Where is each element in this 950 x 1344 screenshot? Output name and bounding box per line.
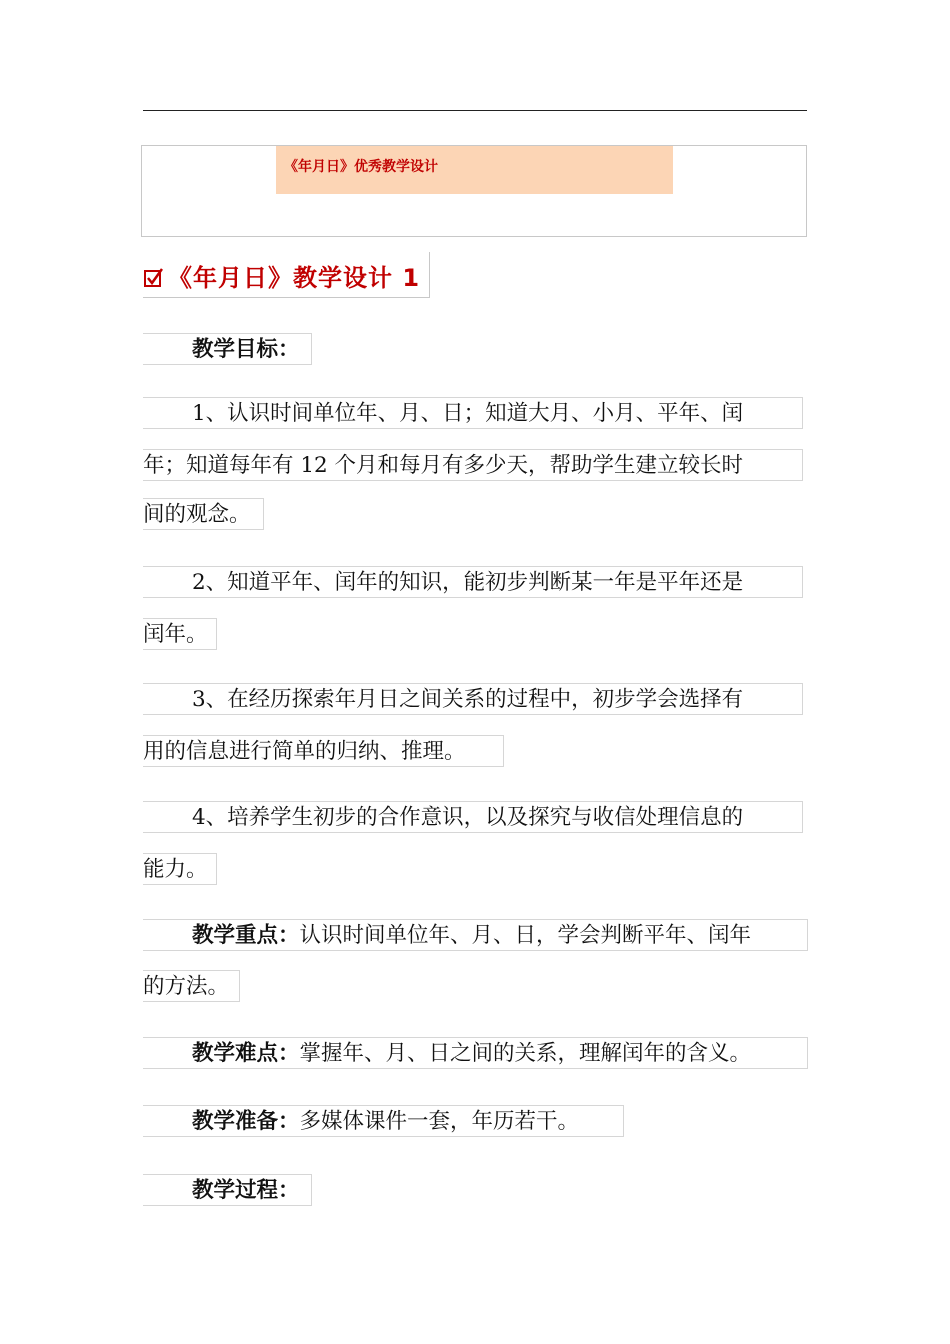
header-title: 《年月日》优秀教学设计 — [284, 159, 438, 175]
key-points-label: 教学重点： — [192, 923, 300, 948]
difficulty-text: 掌握年、月、日之间的关系，理解闰年的含义。 — [299, 1041, 752, 1066]
section-heading: 《年月日》教学设计 1 — [168, 264, 421, 292]
preparation-label: 教学准备： — [192, 1109, 300, 1134]
goal2-line1: 2、知道平年、闰年的知识，能初步判断某一年是平年还是 — [143, 566, 803, 598]
goal1-line2: 年；知道每年有 12 个月和每月有多少天，帮助学生建立较长时 — [143, 449, 803, 481]
key-points-line1 — [143, 919, 808, 951]
preparation-line — [143, 1105, 624, 1137]
difficulty-label: 教学难点： — [192, 1041, 300, 1066]
checkbox-checked-icon — [144, 268, 163, 287]
goal1-line1: 1、认识时间单位年、月、日；知道大月、小月、平年、闰 — [143, 397, 803, 429]
goals-label: 教学目标： — [143, 333, 312, 365]
goal1-line3: 间的观念。 — [143, 498, 264, 530]
goal2-line2: 闰年。 — [143, 618, 217, 650]
goal3-line2: 用的信息进行简单的归纳、推理。 — [143, 735, 504, 767]
key-points-text: 认识时间单位年、月、日，学会判断平年、闰年 — [299, 923, 752, 948]
key-points-line2: 的方法。 — [143, 970, 240, 1002]
preparation-text: 多媒体课件一套，年历若干。 — [299, 1109, 580, 1134]
goal4-line2: 能力。 — [143, 853, 217, 885]
goal3-line1: 3、在经历探索年月日之间关系的过程中，初步学会选择有 — [143, 683, 803, 715]
top-rule — [143, 110, 807, 111]
process-label: 教学过程： — [143, 1174, 312, 1206]
difficulty-line — [143, 1037, 808, 1069]
goal4-line1: 4、培养学生初步的合作意识，以及探究与收信处理信息的 — [143, 801, 803, 833]
